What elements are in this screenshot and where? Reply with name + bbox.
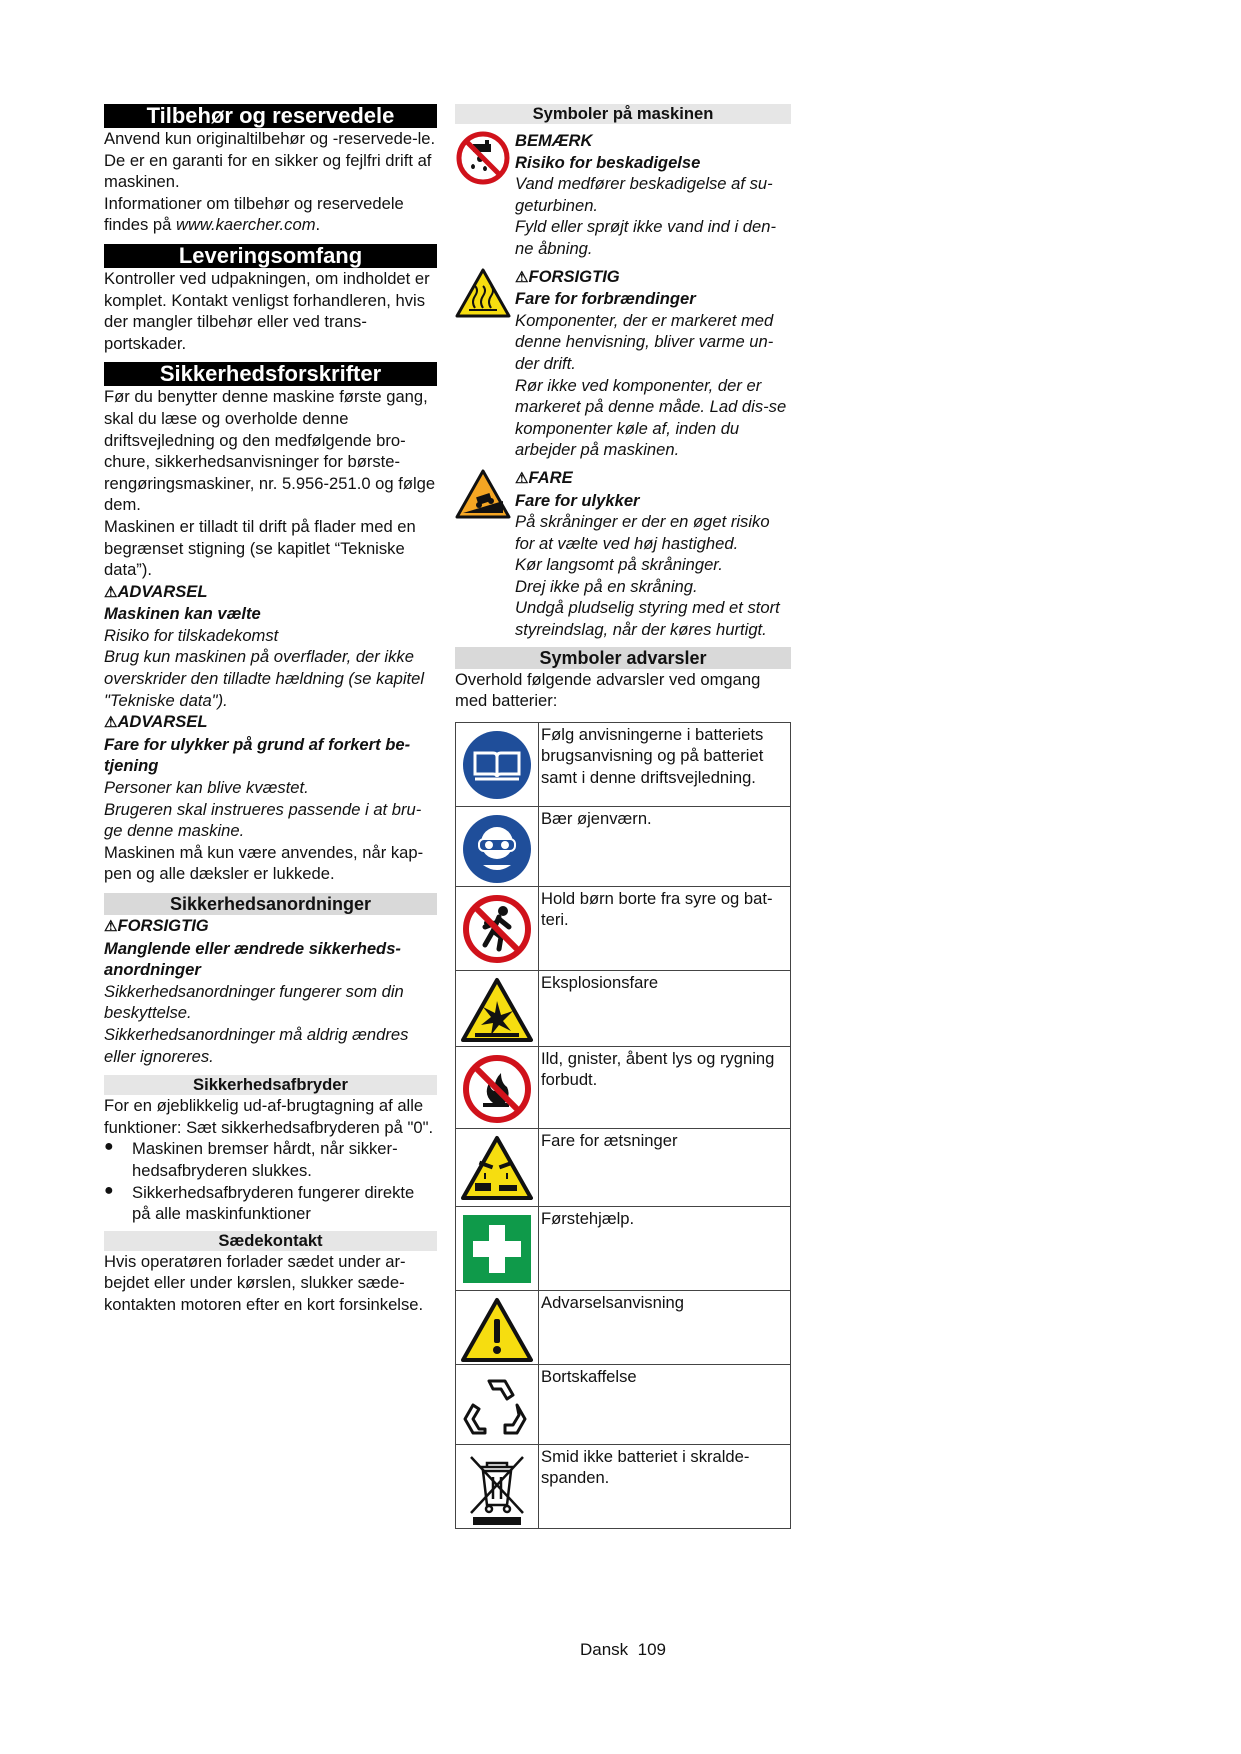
scope-text: Kontroller ved udpakningen, om indholdet er komplet. Kontakt venligst forhandleren, hvis der mangler tilbehør eller ved trans-portskader.: [104, 268, 430, 353]
notice-block: [455, 467, 791, 641]
warning-label: ⚠ADVARSEL: [104, 581, 208, 601]
notice-line: Drej ikke på en skråning.: [515, 576, 698, 596]
table-row: [456, 806, 791, 886]
page-footer: [580, 1640, 666, 1660]
table-cell: Advarselsanvisning: [539, 1290, 791, 1364]
bullet-icon: ●: [104, 1181, 114, 1199]
section-title-seat-contact: Sædekontakt: [104, 1231, 437, 1251]
notice-line: Rør ikke ved komponenter, der er markeret på denne måde. Lad dis-se komponenter køle af, inden du arbejder på maskinen.: [515, 375, 787, 460]
notice-line: Undgå pludselig styring med et stort styreindslag, når der køres hurtigt.: [515, 598, 780, 640]
section-title-warning-symbols: Symboler advarsler: [455, 647, 791, 669]
table-cell: Eksplosionsfare: [539, 970, 791, 1046]
warning-line: Brugeren skal instrueres passende i at bru-ge denne maskine.: [104, 799, 422, 841]
keep-children-away-icon: [461, 893, 533, 965]
notice-block: [455, 266, 791, 461]
section-title-safety: Sikkerhedsforskrifter: [104, 362, 437, 386]
no-open-flame-icon: [461, 1053, 533, 1125]
notice-label: ⚠FORSIGTIG: [515, 266, 620, 286]
warning-symbols-intro: Overhold følgende advarsler ved omgang med batterier:: [455, 669, 761, 711]
section-title-safety-switch: Sikkerhedsafbryder: [104, 1075, 437, 1095]
eye-protection-icon: [461, 813, 533, 885]
table-cell: Smid ikke batteriet i skralde-spanden.: [539, 1444, 791, 1528]
table-cell: Ild, gnister, åbent lys og rygning forbudt.: [539, 1046, 791, 1128]
warning-title: Fare for ulykker på grund af forkert be-tjening: [104, 734, 411, 776]
kaercher-link[interactable]: www.kaercher.com: [175, 215, 316, 235]
notice-line: På skråninger er der en øget risiko for at vælte ved høj hastighed.: [515, 512, 770, 553]
table-row: [456, 1046, 791, 1128]
table-row: [456, 1290, 791, 1364]
notice-label: ⚠FARE: [515, 467, 573, 487]
table-cell: Bortskaffelse: [539, 1364, 791, 1444]
warning-label: ⚠FORSIGTIG: [104, 916, 209, 935]
warning-symbols-table: [455, 722, 791, 1529]
right-column: [455, 104, 791, 1529]
table-cell: Fare for ætsninger: [539, 1128, 791, 1206]
bullet-icon: ●: [104, 1138, 114, 1156]
warning-title: Maskinen kan vælte: [104, 604, 261, 624]
warning-triangle-icon: ⚠: [515, 268, 529, 286]
table-row: [456, 1128, 791, 1206]
table-cell: Hold børn borte fra syre og bat-teri.: [539, 886, 791, 970]
notice-block: [455, 130, 791, 260]
table-cell: Førstehjælp.: [539, 1206, 791, 1290]
notice-line: Vand medfører beskadigelse af su-geturbinen.: [515, 174, 773, 215]
safety-switch-text: For en øjeblikkelig ud-af-brugtagning af alle funktioner: Sæt sikkerhedsafbryderen på "0".: [104, 1096, 434, 1137]
no-trash-bin-icon: [461, 1451, 533, 1527]
page-number: 109: [637, 1640, 667, 1659]
warning-line: Personer kan blive kvæstet.: [104, 778, 309, 798]
warning-line: Brug kun maskinen på overflader, der ikke overskrider den tilladte hældning (se kapitel "Tekniske data").: [104, 647, 425, 710]
tipping-hazard-icon: [455, 467, 511, 523]
table-row: [456, 970, 791, 1046]
table-cell: Bær øjenværn.: [539, 806, 791, 886]
table-row: [456, 1206, 791, 1290]
warning-triangle-icon: ⚠: [104, 714, 118, 732]
safety-text-1: Før du benytter denne maskine første gang, skal du læse og overholde denne driftsvejledning og den medfølgende bro-chure, sikkerhedsanvisninger for børste-rengøringsmaskiner, nr. 5.956-251.0 og følge dem.: [104, 387, 436, 515]
section-title-safety-devices: Sikkerhedsanordninger: [104, 893, 437, 915]
general-warning-icon: [461, 1297, 533, 1363]
recycling-icon: [461, 1371, 533, 1443]
table-row: [456, 886, 791, 970]
safety-text-3: Maskinen må kun være anvendes, når kap-pen og alle dæksler er lukkede.: [104, 842, 424, 884]
list-item: ● Sikkerhedsafbryderen fungerer direkte på alle maskinfunktioner: [104, 1181, 415, 1224]
corrosive-hazard-icon: [461, 1135, 533, 1201]
explosion-hazard-icon: [461, 977, 533, 1043]
table-row: [456, 1444, 791, 1528]
notice-line: Fyld eller sprøjt ikke vand ind i den-ne åbning.: [515, 217, 776, 258]
left-column: [104, 104, 437, 1316]
notice-line: Komponenter, der er markeret med denne henvisning, bliver varme un-der drift.: [515, 310, 774, 373]
list-item: ● Maskinen bremser hårdt, når sikker-hedsafbryderen slukkes.: [104, 1138, 398, 1180]
warning-line: Sikkerhedsanordninger fungerer som din beskyttelse.: [104, 981, 404, 1023]
warning-triangle-icon: ⚠: [104, 918, 118, 935]
table-row: [456, 1364, 791, 1444]
notice-line: Kør langsomt på skråninger.: [515, 555, 723, 575]
notice-title: Fare for forbrændinger: [515, 289, 696, 309]
warning-triangle-icon: ⚠: [515, 469, 529, 487]
notice-title: Risiko for beskadigelse: [515, 152, 701, 172]
table-cell: Følg anvisningerne i batteriets brugsanvisning og på batteriet samt i denne driftsvejledning.: [539, 722, 791, 806]
section-title-scope-of-delivery: Leveringsomfang: [104, 244, 437, 268]
section-title-accessories: Tilbehør og reservedele: [104, 104, 437, 128]
warning-label: ⚠ADVARSEL: [104, 712, 208, 732]
warning-triangle-icon: ⚠: [104, 583, 118, 601]
first-aid-icon: [461, 1213, 533, 1285]
accessories-text: Anvend kun originaltilbehør og -reservede-le. De er en garanti for en sikker og fejlfri drift af maskinen.: [104, 129, 436, 192]
notice-label: BEMÆRK: [515, 131, 593, 150]
seat-contact-text: Hvis operatøren forlader sædet under ar-bejdet eller under kørslen, slukker sæde-kontakten motoren efter en kort forsinkelse.: [104, 1251, 424, 1314]
read-manual-icon: [461, 729, 533, 801]
table-row: [456, 722, 791, 806]
no-water-icon: [455, 130, 511, 186]
accessories-info: Informationer om tilbehør og reservedele findes på www.kaercher.com.: [104, 193, 404, 235]
warning-title: Manglende eller ændrede sikkerheds-anordninger: [104, 938, 401, 980]
section-title-machine-symbols: Symboler på maskinen: [455, 104, 791, 124]
safety-text-2: Maskinen er tilladt til drift på flader med en begrænset stigning (se kapitlet “Tekniske data”).: [104, 516, 416, 580]
warning-line: Sikkerhedsanordninger må aldrig ændres eller ignoreres.: [104, 1024, 409, 1066]
notice-title: Fare for ulykker: [515, 490, 640, 510]
warning-line: Risiko for tilskadekomst: [104, 625, 279, 645]
hot-surface-icon: [455, 266, 511, 322]
footer-language: Dansk: [580, 1640, 629, 1659]
